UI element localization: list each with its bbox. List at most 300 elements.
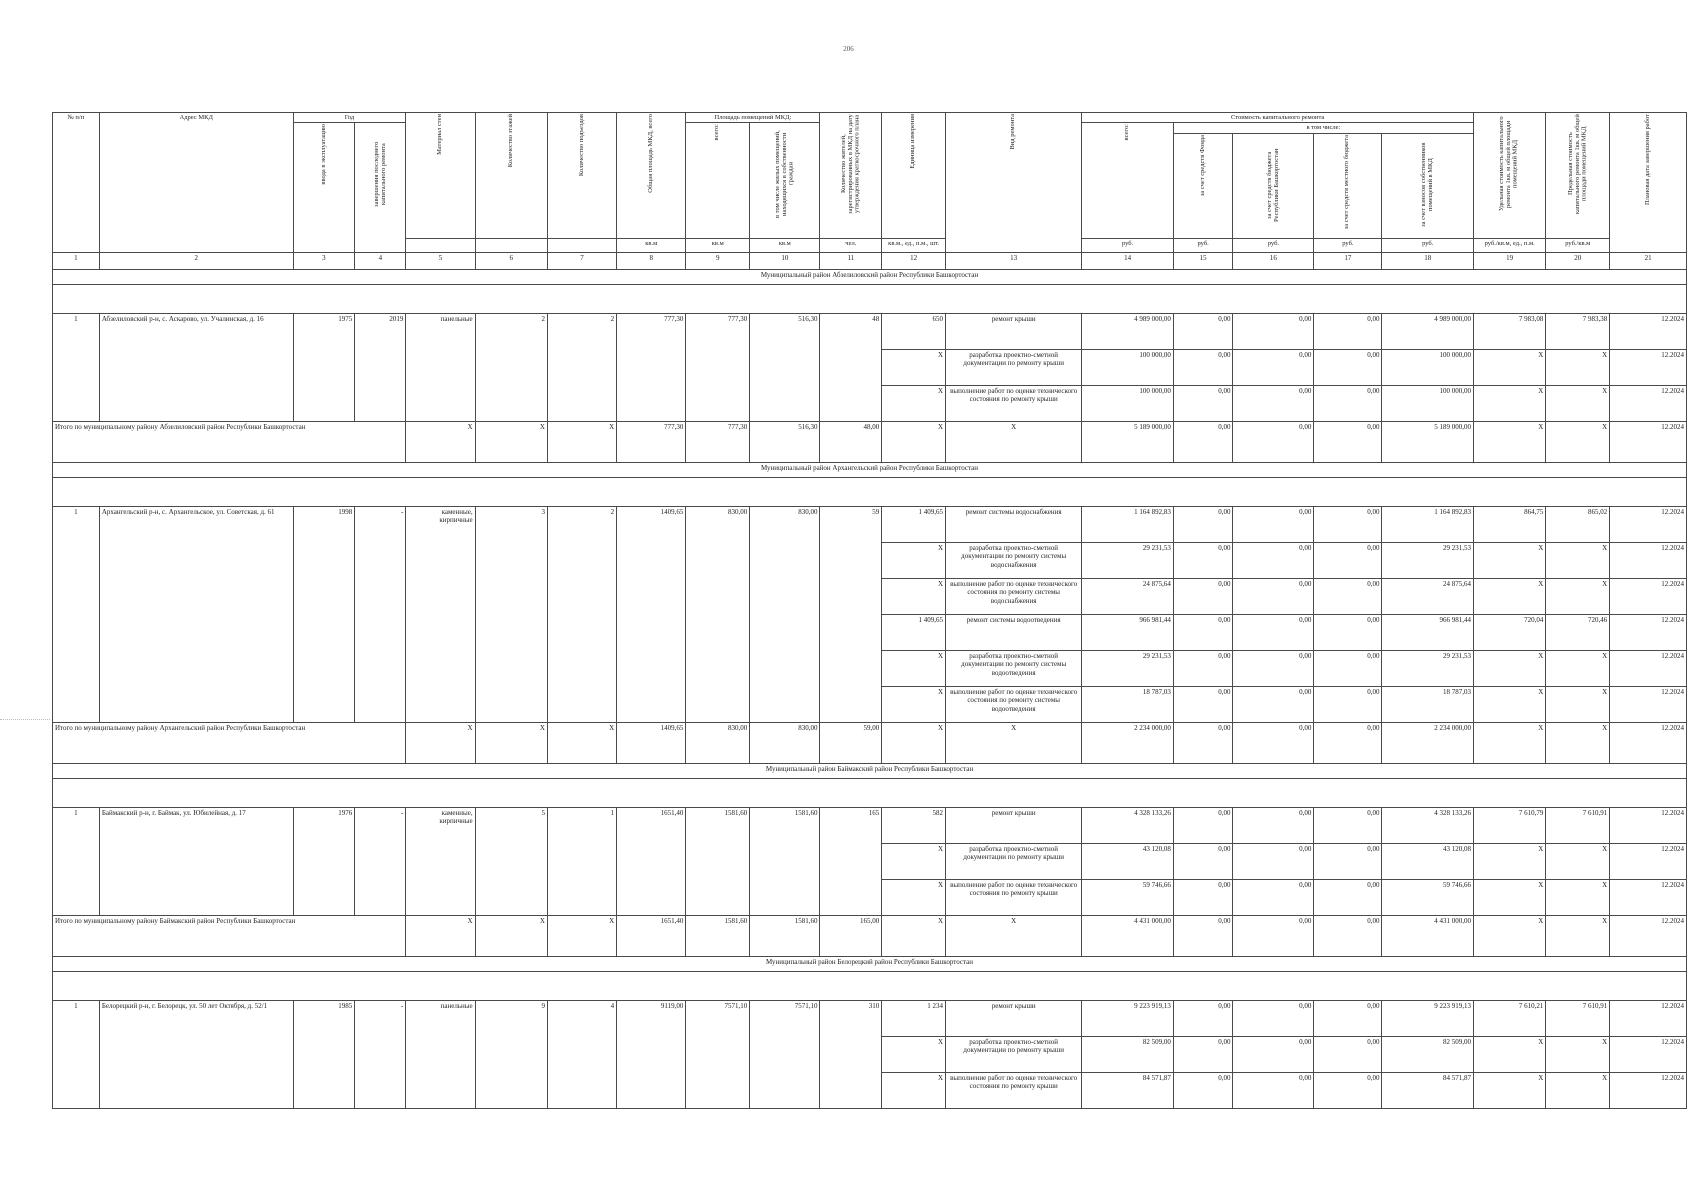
cost-owners: 29 231,53 <box>1382 651 1474 687</box>
floors: X <box>475 723 547 764</box>
unit-value: X <box>882 1037 946 1073</box>
floors: 9 <box>475 1001 547 1109</box>
col-num: 17 <box>1314 253 1382 270</box>
col-num: 11 <box>820 253 882 270</box>
unit-value: X <box>882 916 946 957</box>
house-address: Белорецкий р-н, г. Белорецк, ул. 50 лет Октября, д. 52/1 <box>99 1001 293 1109</box>
cost-owners: 59 746,66 <box>1382 880 1474 916</box>
cost-local: 0,00 <box>1314 422 1382 463</box>
cost-rb: 0,00 <box>1233 880 1314 916</box>
cost-local: 0,00 <box>1314 651 1382 687</box>
cost-total: 2 234 000,00 <box>1082 723 1174 764</box>
wall-material: X <box>406 422 475 463</box>
col-num: 5 <box>406 253 475 270</box>
entrances: X <box>547 422 616 463</box>
cost-fund: 0,00 <box>1173 651 1233 687</box>
col-num: 7 <box>547 253 616 270</box>
limit-cost: X <box>1546 543 1610 579</box>
col-num: 18 <box>1382 253 1474 270</box>
cost-owners: 4 989 000,00 <box>1382 314 1474 350</box>
cost-local: 0,00 <box>1314 880 1382 916</box>
cost-owners: 29 231,53 <box>1382 543 1474 579</box>
header-address: Адрес МКД <box>99 113 293 253</box>
premises-total: 830,00 <box>686 723 750 764</box>
limit-cost: X <box>1546 651 1610 687</box>
specific-cost: X <box>1473 579 1545 615</box>
cost-local: 0,00 <box>1314 579 1382 615</box>
table-header <box>53 113 1687 270</box>
unit-value: X <box>882 723 946 764</box>
cost-owners: 84 571,87 <box>1382 1073 1474 1109</box>
plan-date: 12.2024 <box>1610 808 1687 844</box>
year-last-repair: 2019 <box>355 314 406 422</box>
cost-owners: 18 787,03 <box>1382 687 1474 723</box>
premises-total: 777,30 <box>686 314 750 422</box>
residents: 59 <box>820 507 882 723</box>
work-type: X <box>946 916 1082 957</box>
spacer-row <box>53 779 1687 808</box>
unit-value: 1 409,65 <box>882 507 946 543</box>
cost-owners: 24 875,64 <box>1382 579 1474 615</box>
premises-citizens: 1581,60 <box>750 916 820 957</box>
cost-owners: 43 120,08 <box>1382 844 1474 880</box>
district-total-label: Итого по муниципальному району Баймакский район Республики Башкортостан <box>53 916 406 957</box>
cost-fund: 0,00 <box>1173 543 1233 579</box>
year-last-repair: - <box>355 1001 406 1109</box>
limit-cost: X <box>1546 687 1610 723</box>
spacer-cell <box>53 478 1687 507</box>
unit-cost-owners: руб. <box>1382 239 1474 253</box>
cost-total: 4 328 133,26 <box>1082 808 1174 844</box>
district-heading-row <box>53 764 1687 779</box>
cost-owners: 966 981,44 <box>1382 615 1474 651</box>
year-built: 1976 <box>293 808 355 916</box>
cost-owners: 82 509,00 <box>1382 1037 1474 1073</box>
residents: 165 <box>820 808 882 916</box>
header-cost-fund: за счет средств Фонда <box>1173 133 1233 238</box>
header-no: № п/п <box>53 113 100 253</box>
plan-date: 12.2024 <box>1610 723 1687 764</box>
spacer-row <box>53 478 1687 507</box>
limit-cost: X <box>1546 1037 1610 1073</box>
unit-value: X <box>882 579 946 615</box>
plan-date: 12.2024 <box>1610 1073 1687 1109</box>
specific-cost: X <box>1473 844 1545 880</box>
col-num: 16 <box>1233 253 1314 270</box>
cost-fund: 0,00 <box>1173 615 1233 651</box>
cost-fund: 0,00 <box>1173 844 1233 880</box>
specific-cost: 7 610,21 <box>1473 1001 1545 1037</box>
plan-date: 12.2024 <box>1610 615 1687 651</box>
cost-fund: 0,00 <box>1173 1073 1233 1109</box>
col-num: 20 <box>1546 253 1610 270</box>
cost-fund: 0,00 <box>1173 314 1233 350</box>
col-num: 1 <box>53 253 100 270</box>
total-area: 9119,00 <box>617 1001 686 1109</box>
col-num: 4 <box>355 253 406 270</box>
wall-material: X <box>406 723 475 764</box>
spacer-cell <box>53 285 1687 314</box>
header-residents: Количество жителей, зарегистрированных в МКД на дату утверждения краткосрочного плана <box>820 113 882 239</box>
unit-residents: чел. <box>820 239 882 253</box>
unit-value: X <box>882 651 946 687</box>
limit-cost: X <box>1546 723 1610 764</box>
cost-rb: 0,00 <box>1233 543 1314 579</box>
cost-rb: 0,00 <box>1233 723 1314 764</box>
work-type: ремонт системы водоотведения <box>946 615 1082 651</box>
work-type: разработка проектно-сметной документации по ремонту крыши <box>946 350 1082 386</box>
spacer-cell <box>53 972 1687 1001</box>
work-type: выполнение работ по оценке технического состояния по ремонту крыши <box>946 880 1082 916</box>
unit-cost-total: руб. <box>1082 239 1174 253</box>
cost-total: 1 164 892,83 <box>1082 507 1174 543</box>
specific-cost: X <box>1473 916 1545 957</box>
district-heading: Муниципальный район Белорецкий район Республики Башкортостан <box>53 957 1687 972</box>
work-type: разработка проектно-сметной документации по ремонту системы водоотведения <box>946 651 1082 687</box>
plan-date: 12.2024 <box>1610 579 1687 615</box>
cost-owners: 2 234 000,00 <box>1382 723 1474 764</box>
unit-value: X <box>882 422 946 463</box>
header-entrances: Количество подъездов <box>547 113 616 239</box>
cost-local: 0,00 <box>1314 844 1382 880</box>
district-heading-row <box>53 270 1687 285</box>
cost-total: 18 787,03 <box>1082 687 1174 723</box>
district-total-row <box>53 916 1687 957</box>
cost-total: 100 000,00 <box>1082 350 1174 386</box>
unit-value: X <box>882 386 946 422</box>
cost-rb: 0,00 <box>1233 615 1314 651</box>
header-year-built: ввода в эксплуатацию <box>293 123 355 253</box>
year-built: 1998 <box>293 507 355 723</box>
scan-artifact-line <box>0 719 50 720</box>
total-area: 1409,65 <box>617 507 686 723</box>
capital-repair-table <box>52 112 1687 1109</box>
limit-cost: X <box>1546 844 1610 880</box>
limit-cost: X <box>1546 579 1610 615</box>
cost-total: 84 571,87 <box>1082 1073 1174 1109</box>
district-heading-row <box>53 957 1687 972</box>
header-cost-local: за счет средств местного бюджета <box>1314 133 1382 238</box>
unit-value: 1 409,65 <box>882 615 946 651</box>
unit-premises-citizens: кв.м <box>750 239 820 253</box>
cost-local: 0,00 <box>1314 1073 1382 1109</box>
floors: 3 <box>475 507 547 723</box>
cost-rb: 0,00 <box>1233 1001 1314 1037</box>
entrances: 2 <box>547 507 616 723</box>
house-no: 1 <box>53 1001 100 1109</box>
unit-value: X <box>882 687 946 723</box>
cost-local: 0,00 <box>1314 615 1382 651</box>
cost-total: 100 000,00 <box>1082 386 1174 422</box>
col-num: 15 <box>1173 253 1233 270</box>
cost-fund: 0,00 <box>1173 1001 1233 1037</box>
unit-value: 582 <box>882 808 946 844</box>
unit-cost-rb: руб. <box>1233 239 1314 253</box>
year-built: 1975 <box>293 314 355 422</box>
cost-local: 0,00 <box>1314 507 1382 543</box>
unit-specific: руб./кв.м, ед., п.м. <box>1473 239 1545 253</box>
district-total-label: Итого по муниципальному району Архангельский район Республики Башкортостан <box>53 723 406 764</box>
wall-material: панельные <box>406 1001 475 1109</box>
header-unit: Единица измерения <box>882 113 946 239</box>
cost-total: 29 231,53 <box>1082 651 1174 687</box>
premises-citizens: 1581,60 <box>750 808 820 916</box>
cost-local: 0,00 <box>1314 314 1382 350</box>
total-area: 1651,40 <box>617 916 686 957</box>
specific-cost: X <box>1473 422 1545 463</box>
work-type: X <box>946 422 1082 463</box>
limit-cost: X <box>1546 350 1610 386</box>
col-num: 10 <box>750 253 820 270</box>
cost-total: 5 189 000,00 <box>1082 422 1174 463</box>
cost-total: 43 120,08 <box>1082 844 1174 880</box>
cost-fund: 0,00 <box>1173 808 1233 844</box>
district-heading: Муниципальный район Архангельский район Республики Башкортостан <box>53 463 1687 478</box>
residents: 310 <box>820 1001 882 1109</box>
wall-material: каменные, кирпичные <box>406 507 475 723</box>
specific-cost: X <box>1473 880 1545 916</box>
header-specific-cost: Удельная стоимость капитального ремонта 1кв. м общей площади помещений МКД <box>1473 113 1545 239</box>
col-num: 21 <box>1610 253 1687 270</box>
residents: 48,00 <box>820 422 882 463</box>
unit-total-area: кв.м <box>617 239 686 253</box>
house-no: 1 <box>53 808 100 916</box>
plan-date: 12.2024 <box>1610 1037 1687 1073</box>
premises-total: 830,00 <box>686 507 750 723</box>
cost-rb: 0,00 <box>1233 844 1314 880</box>
plan-date: 12.2024 <box>1610 422 1687 463</box>
cost-owners: 100 000,00 <box>1382 386 1474 422</box>
district-total-row <box>53 422 1687 463</box>
plan-date: 12.2024 <box>1610 1001 1687 1037</box>
cost-rb: 0,00 <box>1233 386 1314 422</box>
floors: 2 <box>475 314 547 422</box>
year-last-repair: - <box>355 808 406 916</box>
header-plan-date: Плановая дата завершения работ <box>1610 113 1687 253</box>
cost-rb: 0,00 <box>1233 808 1314 844</box>
premises-citizens: 830,00 <box>750 507 820 723</box>
cost-total: 82 509,00 <box>1082 1037 1174 1073</box>
work-type: ремонт крыши <box>946 808 1082 844</box>
premises-total: 1581,60 <box>686 916 750 957</box>
work-type: ремонт системы водоснабжения <box>946 507 1082 543</box>
cost-total: 29 231,53 <box>1082 543 1174 579</box>
house-row <box>53 1001 1687 1037</box>
cost-rb: 0,00 <box>1233 507 1314 543</box>
specific-cost: X <box>1473 687 1545 723</box>
cost-fund: 0,00 <box>1173 507 1233 543</box>
district-total-label: Итого по муниципальному району Абзелиловский район Республики Башкортостан <box>53 422 406 463</box>
col-num: 6 <box>475 253 547 270</box>
header-total-area: Общая площадь МКД, всего <box>617 113 686 239</box>
cost-fund: 0,00 <box>1173 386 1233 422</box>
col-num: 2 <box>99 253 293 270</box>
spacer-cell <box>53 779 1687 808</box>
cost-owners: 5 189 000,00 <box>1382 422 1474 463</box>
plan-date: 12.2024 <box>1610 687 1687 723</box>
total-area: 777,30 <box>617 314 686 422</box>
plan-date: 12.2024 <box>1610 386 1687 422</box>
cost-fund: 0,00 <box>1173 687 1233 723</box>
cost-rb: 0,00 <box>1233 314 1314 350</box>
specific-cost: X <box>1473 386 1545 422</box>
cost-fund: 0,00 <box>1173 1037 1233 1073</box>
limit-cost: X <box>1546 422 1610 463</box>
cost-fund: 0,00 <box>1173 723 1233 764</box>
residents: 165,00 <box>820 916 882 957</box>
cost-rb: 0,00 <box>1233 422 1314 463</box>
unit-value: X <box>882 880 946 916</box>
work-type: выполнение работ по оценке технического состояния по ремонту системы водоотведения <box>946 687 1082 723</box>
house-row <box>53 808 1687 844</box>
header-wall-material: Материал стен <box>406 113 475 239</box>
col-num: 3 <box>293 253 355 270</box>
cost-local: 0,00 <box>1314 687 1382 723</box>
residents: 48 <box>820 314 882 422</box>
cost-owners: 100 000,00 <box>1382 350 1474 386</box>
residents: 59,00 <box>820 723 882 764</box>
house-address: Абзелиловский р-н, с. Аскарово, ул. Учалинская, д. 16 <box>99 314 293 422</box>
premises-total: 1581,60 <box>686 808 750 916</box>
wall-material: каменные, кирпичные <box>406 808 475 916</box>
house-no: 1 <box>53 507 100 723</box>
cost-local: 0,00 <box>1314 350 1382 386</box>
header-work-type: Вид ремонта <box>946 113 1082 253</box>
wall-material: панельные <box>406 314 475 422</box>
plan-date: 12.2024 <box>1610 314 1687 350</box>
specific-cost: 864,75 <box>1473 507 1545 543</box>
cost-owners: 1 164 892,83 <box>1382 507 1474 543</box>
unit-units: кв.м., ед., п.м., шт. <box>882 239 946 253</box>
work-type: X <box>946 723 1082 764</box>
cost-rb: 0,00 <box>1233 350 1314 386</box>
cost-local: 0,00 <box>1314 1001 1382 1037</box>
cost-rb: 0,00 <box>1233 579 1314 615</box>
specific-cost: X <box>1473 1037 1545 1073</box>
district-heading: Муниципальный район Баймакский район Республики Башкортостан <box>53 764 1687 779</box>
plan-date: 12.2024 <box>1610 880 1687 916</box>
limit-cost: 865,02 <box>1546 507 1610 543</box>
header-limit-cost: Предельная стоимость капитального ремонта 1кв. м общей площади помещений МКД <box>1546 113 1610 239</box>
limit-cost: 7 610,91 <box>1546 1001 1610 1037</box>
spacer-row <box>53 285 1687 314</box>
header-premises-total: всего: <box>686 123 750 239</box>
header-premises-citizens: в том числе жилых помещений, находящихся в собственности граждан <box>750 123 820 239</box>
floors: 5 <box>475 808 547 916</box>
work-type: разработка проектно-сметной документации по ремонту крыши <box>946 1037 1082 1073</box>
limit-cost: X <box>1546 386 1610 422</box>
cost-fund: 0,00 <box>1173 579 1233 615</box>
specific-cost: X <box>1473 543 1545 579</box>
col-num: 9 <box>686 253 750 270</box>
cost-owners: 9 223 919,13 <box>1382 1001 1474 1037</box>
cost-rb: 0,00 <box>1233 651 1314 687</box>
unit-value: X <box>882 844 946 880</box>
total-area: 1651,40 <box>617 808 686 916</box>
cost-local: 0,00 <box>1314 386 1382 422</box>
cost-total: 9 223 919,13 <box>1082 1001 1174 1037</box>
header-cost-group: Стоимость капитального ремонта <box>1082 113 1474 123</box>
unit-cost-fund: руб. <box>1173 239 1233 253</box>
premises-citizens: 830,00 <box>750 723 820 764</box>
total-area: 777,30 <box>617 422 686 463</box>
total-area: 1409,65 <box>617 723 686 764</box>
cost-total: 4 431 000,00 <box>1082 916 1174 957</box>
header-floors: Количество этажей <box>475 113 547 239</box>
cost-fund: 0,00 <box>1173 422 1233 463</box>
wall-material: X <box>406 916 475 957</box>
house-no: 1 <box>53 314 100 422</box>
specific-cost: 7 983,08 <box>1473 314 1545 350</box>
specific-cost: 720,04 <box>1473 615 1545 651</box>
cost-fund: 0,00 <box>1173 350 1233 386</box>
col-num: 12 <box>882 253 946 270</box>
cost-rb: 0,00 <box>1233 1037 1314 1073</box>
premises-citizens: 516,30 <box>750 314 820 422</box>
specific-cost: 7 610,79 <box>1473 808 1545 844</box>
entrances: X <box>547 723 616 764</box>
cost-rb: 0,00 <box>1233 1073 1314 1109</box>
unit-wall <box>406 239 475 253</box>
cost-total: 59 746,66 <box>1082 880 1174 916</box>
cost-local: 0,00 <box>1314 543 1382 579</box>
col-num: 13 <box>946 253 1082 270</box>
cost-total: 966 981,44 <box>1082 615 1174 651</box>
limit-cost: 7 610,91 <box>1546 808 1610 844</box>
limit-cost: X <box>1546 1073 1610 1109</box>
entrances: 1 <box>547 808 616 916</box>
header-year-last-repair: завершения последнего капитального ремонта <box>355 123 406 253</box>
entrances: 4 <box>547 1001 616 1109</box>
cost-local: 0,00 <box>1314 1037 1382 1073</box>
plan-date: 12.2024 <box>1610 350 1687 386</box>
work-type: разработка проектно-сметной документации по ремонту крыши <box>946 844 1082 880</box>
unit-premises-total: кв.м <box>686 239 750 253</box>
unit-entrances <box>547 239 616 253</box>
limit-cost: X <box>1546 916 1610 957</box>
district-heading-row <box>53 463 1687 478</box>
plan-date: 12.2024 <box>1610 543 1687 579</box>
column-number-row <box>53 253 1687 270</box>
cost-fund: 0,00 <box>1173 916 1233 957</box>
cost-owners: 4 328 133,26 <box>1382 808 1474 844</box>
district-heading: Муниципальный район Абзелиловский район Республики Башкортостан <box>53 270 1687 285</box>
district-total-row <box>53 723 1687 764</box>
limit-cost: X <box>1546 880 1610 916</box>
header-cost-owners: за счет взносов собственников помещений в МКД <box>1382 133 1474 238</box>
premises-total: 777,30 <box>686 422 750 463</box>
cost-local: 0,00 <box>1314 916 1382 957</box>
entrances: X <box>547 916 616 957</box>
header-incl-group: в том числе: <box>1173 123 1473 133</box>
plan-date: 12.2024 <box>1610 916 1687 957</box>
unit-floors <box>475 239 547 253</box>
year-built: 1985 <box>293 1001 355 1109</box>
floors: X <box>475 422 547 463</box>
col-num: 19 <box>1473 253 1545 270</box>
work-type: выполнение работ по оценке технического состояния по ремонту крыши <box>946 1073 1082 1109</box>
premises-citizens: 516,30 <box>750 422 820 463</box>
house-row <box>53 507 1687 543</box>
work-type: ремонт крыши <box>946 1001 1082 1037</box>
cost-owners: 4 431 000,00 <box>1382 916 1474 957</box>
unit-cost-local: руб. <box>1314 239 1382 253</box>
header-cost-rb: за счет средств бюджета Республики Башкортостан <box>1233 133 1314 238</box>
header-premises-group: Площадь помещений МКД: <box>686 113 820 123</box>
plan-date: 12.2024 <box>1610 651 1687 687</box>
work-type: ремонт крыши <box>946 314 1082 350</box>
cost-rb: 0,00 <box>1233 916 1314 957</box>
